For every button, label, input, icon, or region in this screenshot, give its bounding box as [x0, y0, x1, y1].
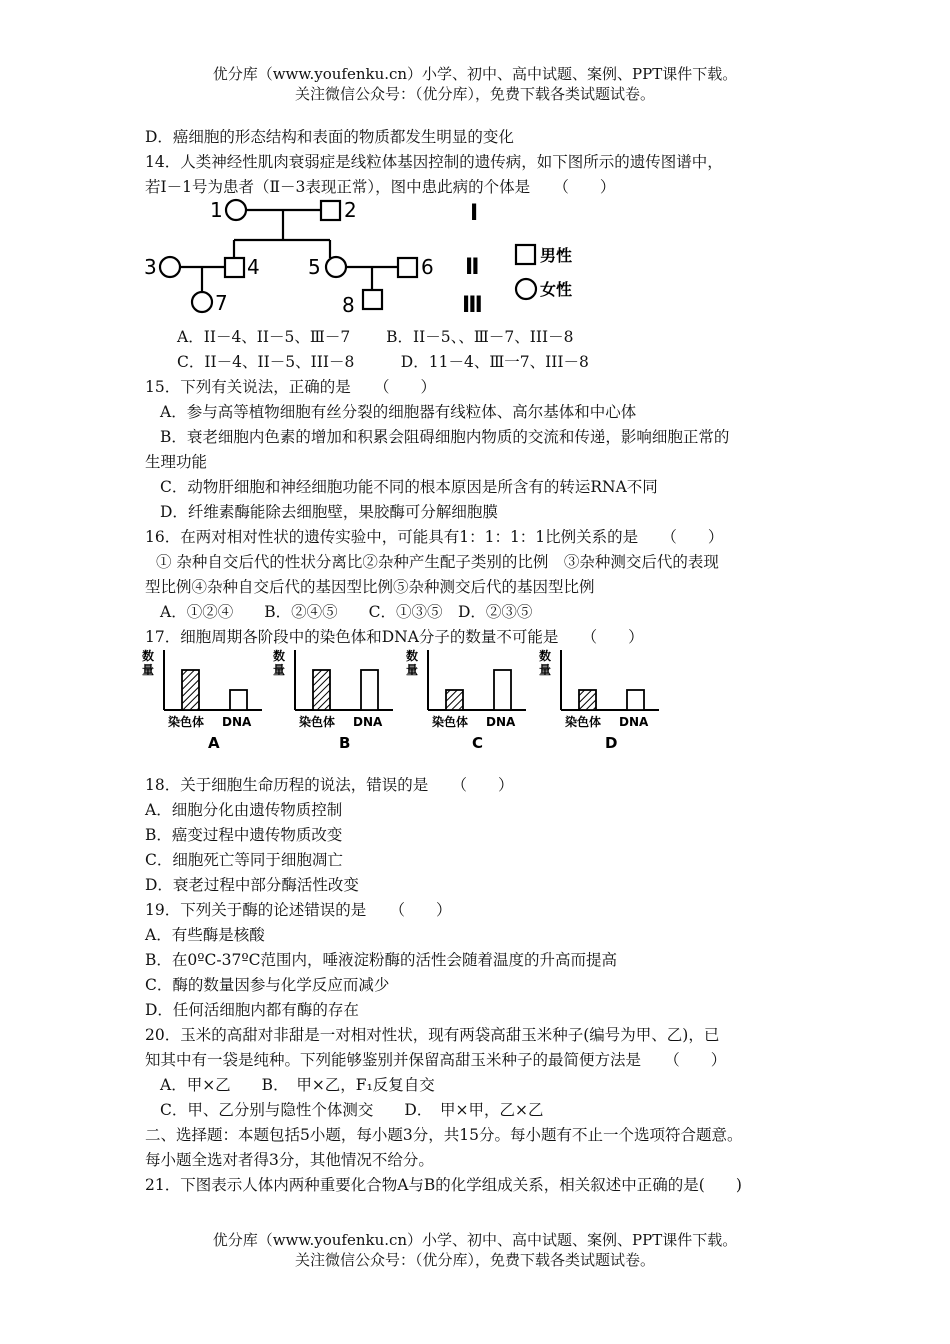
q13-option-d: D．癌细胞的形态结构和表面的物质都发生明显的变化 — [145, 128, 514, 146]
q14-options-cd: C．II－4、II－5、III－8 D．11－4、Ⅲ一7、III－8 — [177, 353, 589, 371]
q15-option-c: C．动物肝细胞和神经细胞功能不同的根本原因是所含有的转运RNA不同 — [160, 478, 658, 496]
q19-option-a: A．有些酶是核酸 — [145, 926, 265, 944]
pedigree-label-6: 6 — [421, 255, 434, 279]
q17-bar-chromosome — [182, 670, 199, 710]
q14-stem-line-1: 14．人类神经性肌肉衰弱症是线粒体基因控制的遗传病，如下图所示的遗传图谱中， — [145, 153, 723, 171]
pedigree-individual-6 — [398, 258, 417, 277]
q17-bar-chromosome — [579, 690, 596, 710]
q14-options-ab: A．II－4、II－5、Ⅲ－7 B．II－5、、Ⅲ－7、III－8 — [177, 328, 574, 346]
q17-panel-label: B — [339, 734, 351, 752]
q17-bar-dna — [627, 690, 644, 710]
q17-panel-d — [539, 648, 659, 752]
q17-panel-c — [406, 648, 526, 752]
q17-y-label-bottom: 量 — [539, 663, 552, 677]
section2-instructions-line-2: 每小题全选对者得3分，其他情况不给分。 — [145, 1151, 434, 1169]
q18-stem: 18．关于细胞生命历程的说法，错误的是 （ ） — [145, 776, 514, 794]
q15-option-b-line-2: 生理功能 — [145, 453, 208, 471]
generation-label-2: Ⅱ — [465, 255, 480, 280]
q17-tick-dna: DNA — [353, 715, 383, 729]
q17-tick-dna: DNA — [486, 715, 516, 729]
q18-option-a: A．细胞分化由遗传物质控制 — [145, 801, 343, 819]
q17-y-label-top: 数 — [406, 649, 419, 663]
pedigree-individual-4 — [225, 258, 244, 277]
q17-bar-chromosome — [313, 670, 330, 710]
q19-option-b: B．在0ºC-37ºC范围内，唾液淀粉酶的活性会随着温度的升高而提高 — [145, 951, 618, 969]
q20-stem-line-1: 20．玉米的高甜对非甜是一对相对性状，现有两袋高甜玉米种子(编号为甲、乙)，已 — [145, 1026, 720, 1044]
q15-option-a: A．参与高等植物细胞有丝分裂的细胞器有线粒体、高尔基体和中心体 — [160, 403, 637, 421]
q16-options: A．①②④ B．②④⑤ C．①③⑤ D．②③⑤ — [160, 603, 533, 621]
q17-tick-dna: DNA — [619, 715, 649, 729]
q17-panel-label: C — [472, 734, 484, 752]
q17-y-label-top: 数 — [539, 649, 552, 663]
page-footer-line-2: 关注微信公众号：（优分库），免费下载各类试题试卷。 — [294, 1251, 655, 1269]
q17-tick-chromosome: 染色体 — [168, 715, 205, 729]
pedigree-figure — [140, 196, 600, 318]
pedigree-label-3: 3 — [144, 255, 157, 279]
pedigree-label-5: 5 — [308, 255, 321, 279]
q17-bar-dna — [494, 670, 511, 710]
pedigree-individual-3 — [160, 257, 180, 277]
q17-y-label-top: 数 — [273, 649, 286, 663]
q19-option-d: D．任何活细胞内都有酶的存在 — [145, 1001, 359, 1019]
pedigree-individual-5 — [326, 257, 346, 277]
q16-items-line-1: ① 杂种自交后代的性状分离比②杂种产生配子类别的比例 ③杂种测交后代的表现 — [156, 553, 719, 571]
generation-label-1: Ⅰ — [470, 201, 479, 226]
q17-bar-chromosome — [446, 690, 463, 710]
q18-option-b: B．癌变过程中遗传物质改变 — [145, 826, 343, 844]
q20-options-ab: A．甲×乙 B． 甲×乙，F₁反复自交 — [160, 1076, 435, 1094]
pedigree-individual-2 — [321, 201, 340, 220]
q17-tick-chromosome: 染色体 — [432, 715, 469, 729]
legend-male-label: 男性 — [540, 246, 573, 265]
q21-stem: 21．下图表示人体内两种重要化合物A与B的化学组成关系，相关叙述中正确的是( ) — [145, 1176, 742, 1194]
page-header-line-1: 优分库（www.youfenku.cn）小学、初中、高中试题、案例、PPT课件下载。 — [212, 65, 738, 83]
q14-stem-line-2: 若Ⅰ－1号为患者（Ⅱ－3表现正常），图中患此病的个体是 （ ） — [145, 178, 616, 196]
q17-y-label-bottom: 量 — [406, 663, 419, 677]
pedigree-label-8: 8 — [342, 293, 355, 317]
q17-y-label-bottom: 量 — [142, 663, 155, 677]
pedigree-label-7: 7 — [215, 291, 228, 315]
q17-bar-dna — [361, 670, 378, 710]
legend-male-symbol — [516, 245, 535, 264]
q18-option-c: C．细胞死亡等同于细胞凋亡 — [145, 851, 343, 869]
section2-instructions-line-1: 二、选择题：本题包括5小题，每小题3分，共15分。每小题有不止一个选项符合题意。 — [145, 1126, 743, 1144]
q20-options-cd: C．甲、乙分别与隐性个体测交 D． 甲×甲，乙×乙 — [160, 1101, 544, 1119]
q17-panel-label: A — [208, 734, 220, 752]
q20-stem-line-2: 知其中有一袋是纯种。下列能够鉴别并保留高甜玉米种子的最简便方法是 （ ） — [145, 1051, 727, 1069]
q17-stem: 17．细胞周期各阶段中的染色体和DNA分子的数量不可能是 （ ） — [145, 628, 644, 646]
q17-y-label-top: 数 — [142, 649, 155, 663]
pedigree-label-1: 1 — [210, 198, 223, 222]
pedigree-individual-7 — [192, 292, 212, 312]
pedigree-label-4: 4 — [247, 255, 260, 279]
q15-option-d: D．纤维素酶能除去细胞壁，果胶酶可分解细胞膜 — [160, 503, 498, 521]
legend-female-label: 女性 — [540, 280, 573, 299]
legend-female-symbol — [516, 279, 536, 299]
q17-panel-a — [142, 648, 262, 752]
q17-bar-dna — [230, 690, 247, 710]
q18-option-d: D．衰老过程中部分酶活性改变 — [145, 876, 359, 894]
q17-panel-b — [273, 648, 393, 752]
pedigree-label-2: 2 — [344, 198, 357, 222]
q17-y-label-bottom: 量 — [273, 663, 286, 677]
q16-stem: 16．在两对相对性状的遗传实验中，可能具有1：1：1：1比例关系的是 （ ） — [145, 528, 724, 546]
page-header-line-2: 关注微信公众号：（优分库），免费下载各类试题试卷。 — [294, 85, 655, 103]
q15-option-b-line-1: B．衰老细胞内色素的增加和积累会阻碍细胞内物质的交流和传递，影响细胞正常的 — [160, 428, 730, 446]
page-footer-line-1: 优分库（www.youfenku.cn）小学、初中、高中试题、案例、PPT课件下载。 — [212, 1231, 738, 1249]
q19-stem: 19．下列关于酶的论述错误的是 （ ） — [145, 901, 452, 919]
q17-tick-chromosome: 染色体 — [565, 715, 602, 729]
pedigree-individual-8 — [363, 290, 382, 309]
pedigree-individual-1 — [226, 200, 246, 220]
q17-tick-chromosome: 染色体 — [299, 715, 336, 729]
generation-label-3: Ⅲ — [462, 293, 483, 318]
q19-option-c: C．酶的数量因参与化学反应而减少 — [145, 976, 390, 994]
q15-stem: 15．下列有关说法，正确的是 （ ） — [145, 378, 436, 396]
q16-items-line-2: 型比例④杂种自交后代的基因型比例⑤杂种测交后代的基因型比例 — [145, 578, 595, 596]
q17-tick-dna: DNA — [222, 715, 252, 729]
q17-bar-charts — [140, 646, 660, 752]
q17-panel-label: D — [605, 734, 618, 752]
